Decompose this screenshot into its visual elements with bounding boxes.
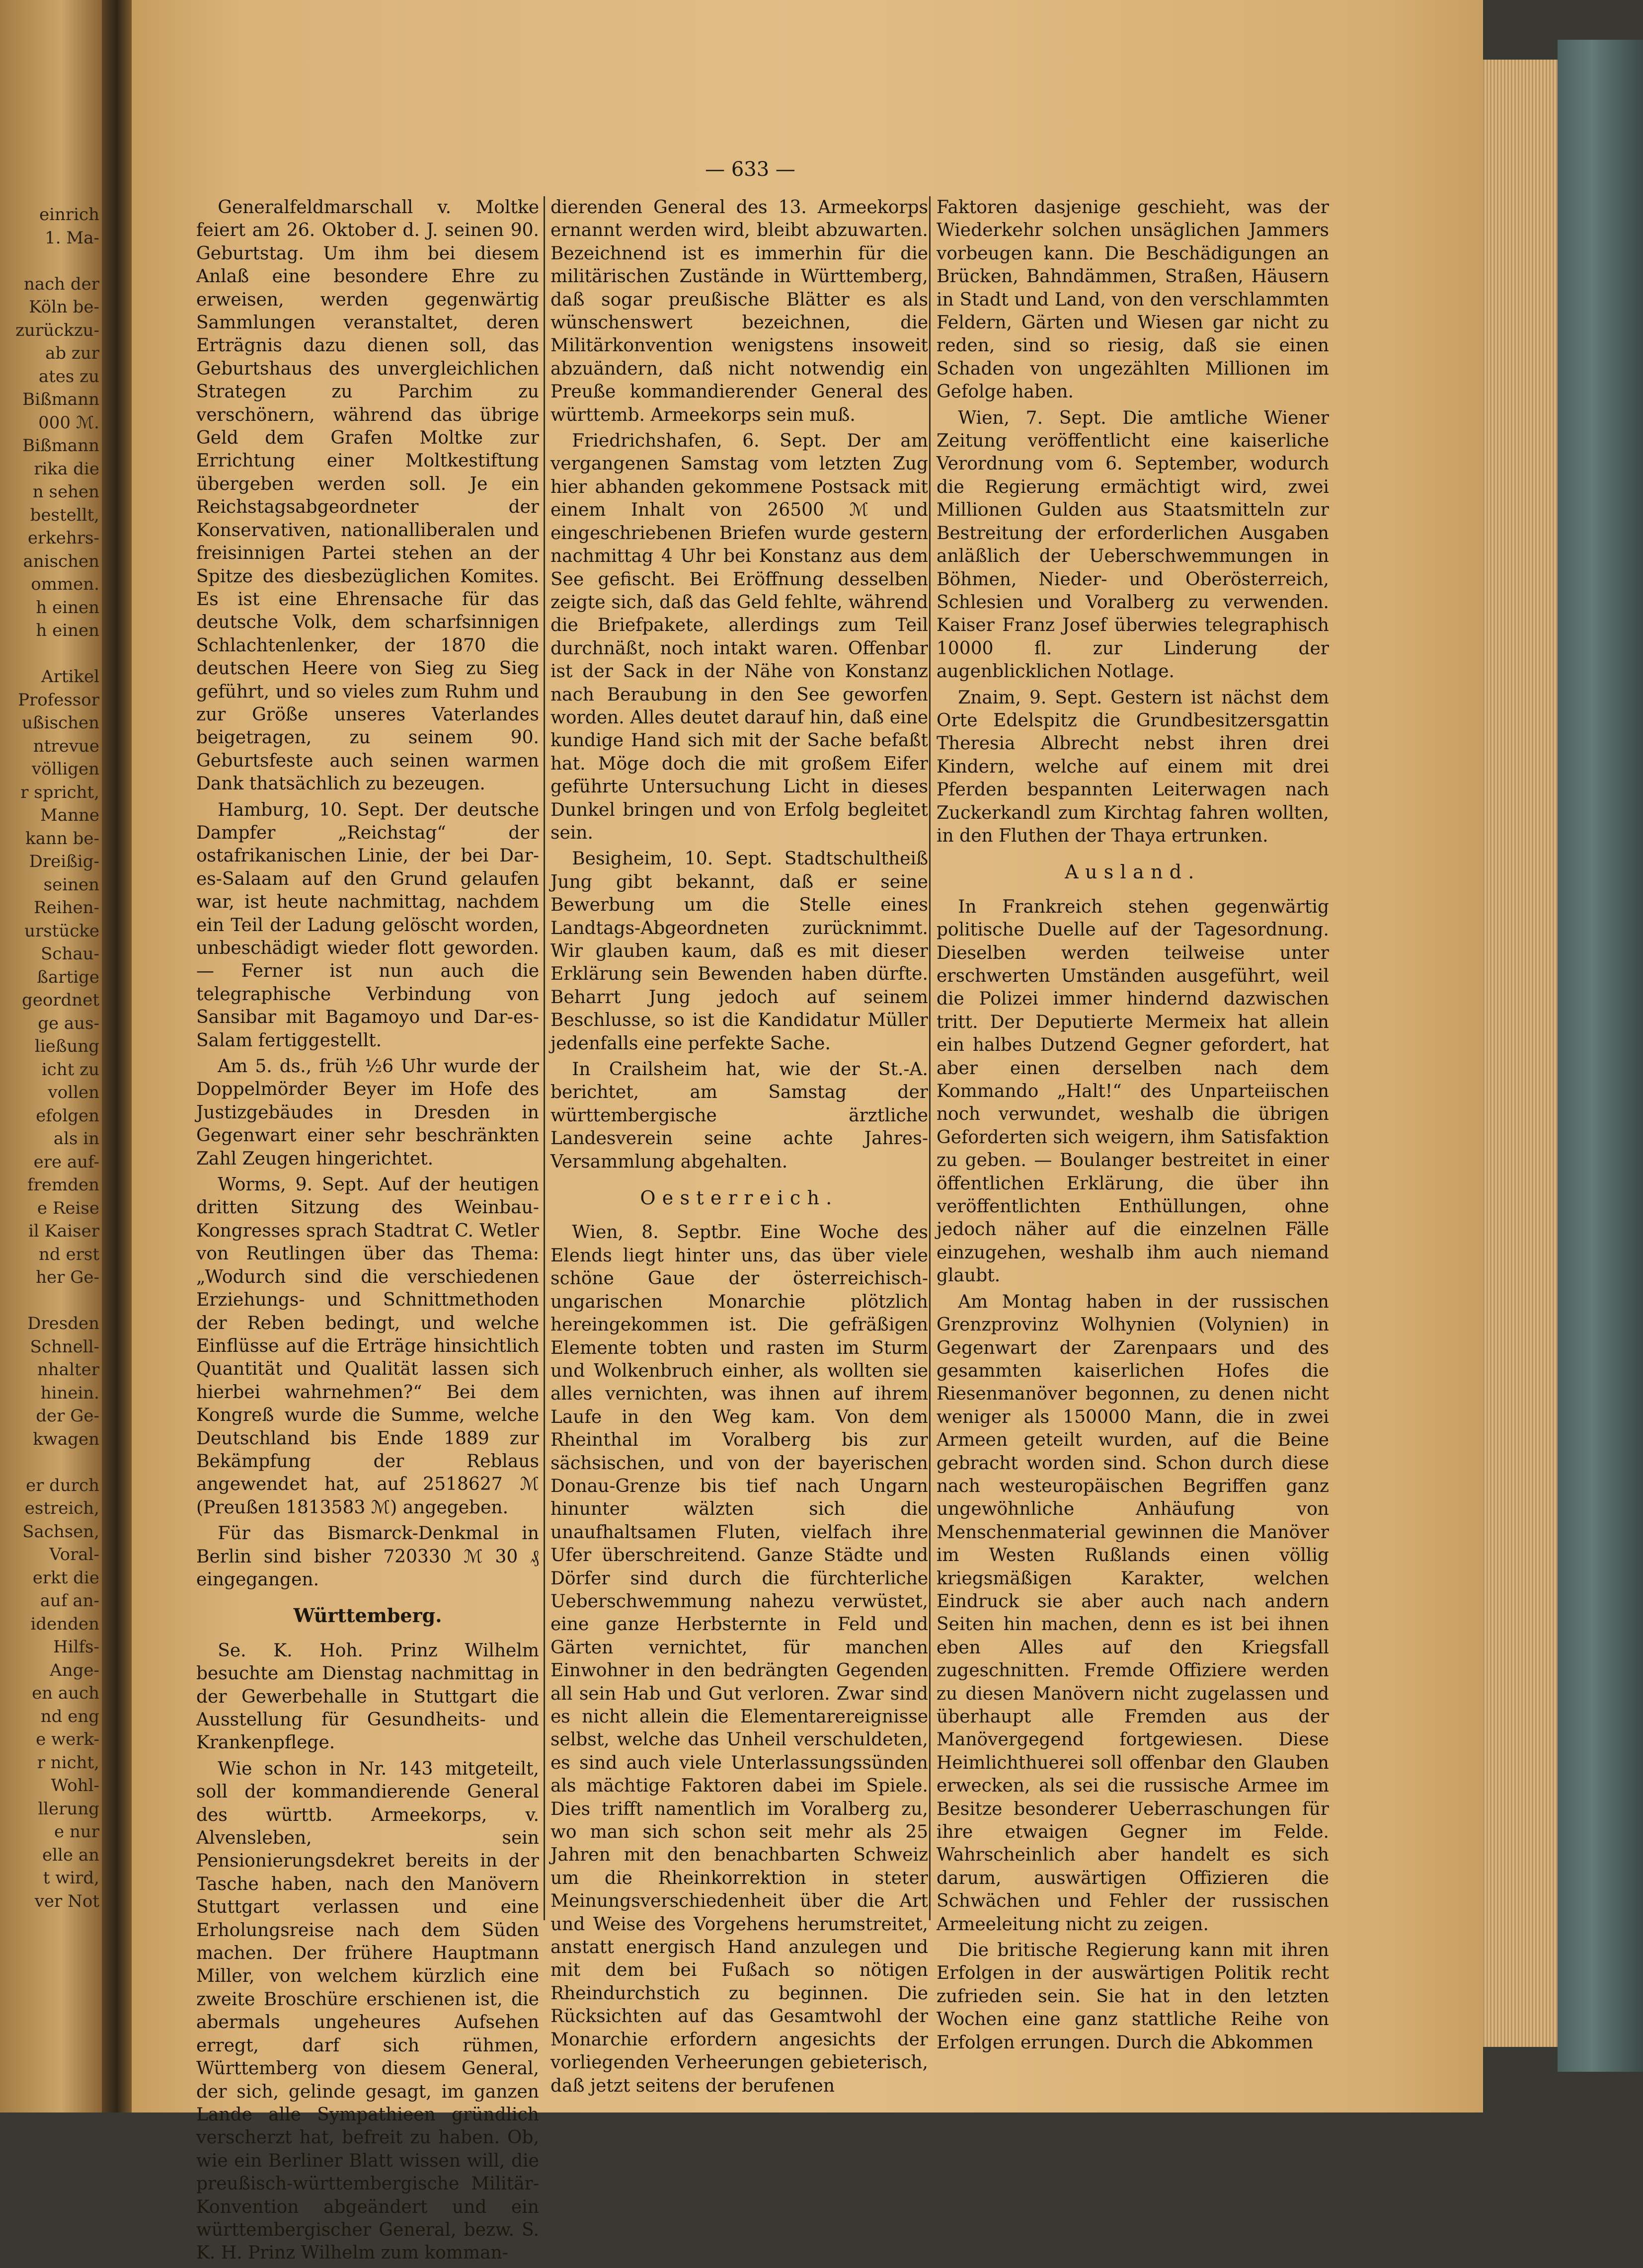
article-paragraph: Worms, 9. Sept. Auf der heutigen dritten Sitzung des Weinbau-Kongresses sprach Stadtrat C. Wetler von Reutlingen über das Thema: „Wodurch sind die verschiedenen Erziehungs- und Schnittmethoden der Reben bedingt, und welche Einflüsse auf die Erträge hinsichtlich Quantität und Qualität lassen sich hierbei wahrnehmen?“ Bei dem Kongreß wurde die Summe, welche Deutschland bis Ende 1889 zur Bekämpfung der Reblaus angewendet hat, auf 2518627 ℳ (Preußen 1813583 ℳ) angegeben. [196, 1174, 539, 1518]
previous-page-text-fragment: n sehen [32, 482, 99, 502]
book-cover-edge [1558, 40, 1643, 2072]
article-paragraph: Wien, 7. Sept. Die amtliche Wiener Zeitung veröffentlicht eine kaiserliche Verordnung vom 6. September, wodurch die Regierung ermächtigt wird, zwei Millionen Gulden aus Staatsmitteln zur Bestreitung der erforderlichen Ausgaben anläßlich der Ueberschwemmungen in Böhmen, Nieder- und Oberösterreich, Schlesien und Voralberg zu verwenden. Kaiser Franz Josef überwies telegraphisch 10000 fl. zur Linderung der augenblicklichen Notlage. [937, 407, 1329, 682]
previous-page-text-fragment: kwagen [33, 1429, 99, 1449]
previous-page-text-fragment: als in [53, 1129, 99, 1149]
previous-page-text-fragment: völligen [31, 759, 99, 779]
column-divider [929, 196, 931, 1920]
previous-page-text-fragment: nd erst [39, 1244, 99, 1264]
article-paragraph: dierenden General des 13. Armeekorps ernannt werden wird, bleibt abzuwarten. Bezeichnend ist es immerhin für die militärischen Zustände in Württemberg, daß sogar preußische Blätter es als wünschenswert bezeichnen, die Militärkonvention wenigstens insoweit abzuändern, daß nicht notwendig ein Preuße kommandierender General des württemb. Armeekorps sein muß. [550, 197, 928, 425]
previous-page-text-fragment: nhalter [37, 1360, 99, 1380]
article-paragraph: Besigheim, 10. Sept. Stadtschultheiß Jung gibt bekannt, daß er seine Bewerbung um die Stelle eines Landtags-Abgeordneten zurücknimmt. Wir glauben kaum, daß es mit dieser Erklärung sein Bewenden haben dürfte. Beharrt Jung jedoch auf seinem Beschlusse, so ist die Kandidatur Müller jedenfalls eine perfekte Sache. [550, 849, 928, 1054]
previous-page-text-fragment: ließung [34, 1036, 99, 1056]
previous-page-text-fragment: Sachsen, [22, 1521, 99, 1542]
previous-page-text-fragment: Bißmann [22, 390, 99, 409]
previous-page-text-fragment: bestellt, [30, 505, 99, 525]
previous-page-text-fragment: Professor [18, 690, 99, 710]
column-divider [544, 196, 545, 1920]
previous-page-text-fragment: h einen [36, 597, 99, 618]
previous-page-text-fragment: r nicht, [37, 1752, 99, 1773]
article-paragraph: In Frankreich stehen gegenwärtig politische Duelle auf der Tagesordnung. Dieselben werden teilweise unter erschwerten Umständen ausgeführt, weil die Polizei immer hindernd dazwischen tritt. Der Deputierte Mermeix hat allein ein halbes Dutzend Gegner gefordert, hat aber einen derselben nach dem Kommando „Halt!“ des Unparteiischen noch verwundet, weshalb die übrigen Geforderten sich weigern, ihm Satisfaktion zu geben. — Boulanger bestreitet in einer öffentlichen Erklärung, die über ihn veröffentlichten Enthüllungen, ohne jedoch näher auf die einzelnen Fälle einzugehen, weshalb ihm auch niemand glaubt. [937, 896, 1329, 1286]
previous-page-text-fragment: 000 ℳ. [38, 412, 99, 433]
article-paragraph: Generalfeldmarschall v. Moltke feiert am 26. Oktober d. J. seinen 90. Geburtstag. Um ihm bei diesem Anlaß eine besondere Ehre zu erweisen, werden gegenwärtig Sammlungen veranstaltet, deren Erträgnis dazu dienen soll, das Geburtshaus des unvergleichlichen Strategen zu Parchim zu verschönern, während das übrige Geld dem Grafen Moltke zur Errichtung einer Moltkestiftung übergeben werden soll. Je ein Reichstagsabgeordneter der Konservativen, nationalliberalen und freisinnigen Partei stehen an der Spitze des diesbezüglichen Komites. Es ist eine Ehrensache für das deutsche Volk, dem scharfsinnigen Schlachtenlenker, der 1870 die deutschen Heere von Sieg zu Sieg geführt, und so vieles zum Ruhm und zur Größe unseres Vaterlandes beigetragen, zu seinem 90. Geburtsfeste auch seinen warmen Dank thatsächlich zu bezeugen. [196, 197, 539, 794]
article-paragraph: Hamburg, 10. Sept. Der deutsche Dampfer „Reichstag“ der ostafrikanischen Linie, der bei Dar-es-Salaam auf den Grund gelaufen war, ist heute nachmittag, nachdem ein Teil der Ladung gelöscht worden, unbeschädigt wieder flott geworden. — Ferner ist nun auch die telegraphische Verbindung von Sansibar mit Bagamoyo und Dar-es-Salam fertiggestellt. [196, 799, 539, 1051]
previous-page-text-fragment: Voral- [49, 1545, 99, 1564]
previous-page-text-fragment: ommen. [31, 574, 99, 594]
previous-page-text-fragment: llerung [38, 1799, 99, 1819]
previous-page-text-fragment: kann be- [25, 828, 99, 849]
previous-page-text-fragment: hinein. [40, 1383, 99, 1403]
previous-page-text-fragment: ates zu [38, 366, 99, 387]
previous-page-text-fragment: estreich, [24, 1498, 99, 1518]
previous-page-text-fragment: Ange- [50, 1660, 99, 1680]
previous-page-text-fragment: ere auf- [33, 1152, 99, 1172]
previous-page-text-fragment: ßartige [37, 967, 99, 987]
previous-page-text-fragment: erkt die [32, 1567, 99, 1588]
previous-page-text-fragment: ußischen [22, 713, 99, 733]
book-gutter [102, 0, 132, 2112]
previous-page-text-fragment: Köln be- [29, 297, 99, 317]
previous-page-text-fragment: Schau- [41, 944, 99, 964]
article-paragraph: Znaim, 9. Sept. Gestern ist nächst dem Orte Edelspitz die Grundbesitzersgattin Theresia Albrecht nebst ihren drei Kindern, welche auf einem mit drei Pferden bespannten Leiterwagen nach Zuckerkandl zum Kirchtag fahren wollten, in den Fluthen der Thaya ertrunken. [937, 687, 1329, 846]
article-paragraph: Am 5. ds., früh ½6 Uhr wurde der Doppelmörder Beyer im Hofe des Justizgebäudes in Dresden in Gegenwart einer sehr beschränkten Zahl Zeugen hingerichtet. [196, 1056, 539, 1169]
previous-page-text-fragment: e nur [54, 1822, 99, 1842]
previous-page-text-fragment: geordnet [21, 990, 99, 1010]
previous-page-text-fragment: h einen [36, 621, 99, 640]
previous-page-text-fragment: erkehrs- [27, 528, 99, 548]
previous-page-text-fragment: nach der [23, 274, 99, 294]
previous-page-text-fragment: Bißmann [22, 436, 99, 456]
previous-page-text-fragment: vollen [48, 1083, 99, 1102]
page-stack-edges [1483, 60, 1558, 2047]
previous-page-text-fragment: her Ge- [36, 1267, 99, 1287]
previous-page-text-fragment: ge aus- [38, 1013, 99, 1033]
previous-page-text-fragment: efolgen [36, 1105, 99, 1126]
previous-page-text-fragment: ab zur [45, 343, 99, 363]
article-paragraph: Friedrichshafen, 6. Sept. Der am vergangenen Samstag vom letzten Zug hier abhanden gekommene Postsack mit einem Inhalt von 26500 ℳ und eingeschriebenen Briefen wurde gestern nachmittag 4 Uhr bei Konstanz aus dem See gefischt. Bei Eröffnung desselben zeigte sich, daß das Geld fehlte, während die Briefpakete, allerdings zum Teil durchnäßt, noch intakt waren. Offenbar ist der Sack in der Nähe von Konstanz nach Beraubung in den See geworfen worden. Alles deutet darauf hin, daß eine kundige Hand sich mit der Sache befaßt hat. Möge doch die mit großem Eifer geführte Untersuchung Licht in dieses Dunkel bringen und von Erfolg begleitet sein. [550, 431, 928, 843]
previous-page-text-fragment: rika die [34, 459, 99, 479]
column-1 [196, 196, 539, 2268]
previous-page-text-fragment: e werk- [36, 1729, 99, 1749]
previous-page-text-fragment: urstücke [24, 921, 99, 941]
previous-page-text-fragment: Dreißig- [29, 852, 99, 871]
section-heading: Oesterreich. [640, 1187, 839, 1209]
previous-page-text-fragment: r spricht, [20, 782, 99, 802]
article-paragraph: Für das Bismarck-Denkmal in Berlin sind bisher 720330 ℳ 30 ₰ eingegangen. [196, 1523, 539, 1590]
column-2 [550, 196, 928, 2101]
previous-page-text-fragment: Dresden [27, 1314, 99, 1333]
previous-page-text-fragment: t wird, [43, 1868, 99, 1888]
column-3 [937, 196, 1329, 2057]
previous-page-text-fragment: Schnell- [30, 1336, 99, 1357]
previous-page-text-fragment: einrich [39, 205, 99, 225]
previous-page-text-fragment: il Kaiser [28, 1221, 99, 1241]
previous-page-text-fragment: fremden [27, 1175, 99, 1195]
previous-page-text-fragment: er durch [25, 1475, 99, 1495]
previous-page-text-fragment: icht zu [41, 1059, 99, 1080]
previous-page-text-fragment: Manne [40, 805, 99, 825]
previous-page-text-fragment: idenden [30, 1614, 99, 1634]
article-paragraph: Se. K. Hoh. Prinz Wilhelm besuchte am Dienstag nachmittag in der Gewerbehalle in Stuttgart die Ausstellung für Gesundheits- und Krankenpflege. [196, 1640, 539, 1753]
previous-page-text-fragment: e Reise [37, 1198, 99, 1218]
previous-page-text-fragment: der Ge- [36, 1406, 99, 1426]
previous-page-text-fragment: anischen [23, 551, 99, 571]
previous-page-text-fragment: seinen [43, 874, 99, 895]
article-paragraph: In Crailsheim hat, wie der St.-A. berichtet, am Samstag der württembergische ärztliche Landesverein seine achte Jahres-Versammlung abgehalten. [550, 1059, 928, 1172]
article-paragraph: Wien, 8. Septbr. Eine Woche des Elends liegt hinter uns, das über viele schöne Gaue der österreichisch-ungarischen Monarchie plötzlich hereingekommen ist. Die gefräßigen Elemente tobten und rasten im Sturm und Wolkenbruch einher, als wollten sie alles vernichten, was ihnen auf ihrem Laufe in den Weg kam. Von dem Rheinthal im Voralberg bis zur sächsischen, und von der bayerischen Donau-Grenze bis tief nach Ungarn hinunter wälzten sich die unaufhaltsamen Fluten, vielfach ihre Ufer überschreitend. Ganze Städte und Dörfer sind durch die fürchterliche Ueberschwemmung nahezu verwüstet, eine ganze Herbsternte in Feld und Gärten vernichtet, für manchen Einwohner in den bedrängten Gegenden all sein Hab und Gut verloren. Zwar sind es nicht allein die Elementarereignisse selbst, welche das Unheil verschuldeten, es sind auch viele Unterlassungssünden als mächtige Faktoren dabei im Spiele. Dies trifft namentlich im Voralberg zu, wo man sich schon seit mehr als 25 Jahren mit den benachbarten Schweiz um die Rheinkorrektion in steter Meinungsverschiedenheit über die Art und Weise des Vorgehens herumstreitet, anstatt energisch Hand anzulegen und mit dem bei Fußach so nötigen Rheindurchstich zu beginnen. Die Rücksichten auf das Gesamtwohl der Monarchie erfordern angesichts der vorliegenden Verheerungen gebieterisch, daß jetzt seitens der berufenen [550, 1222, 928, 2096]
previous-page-text-fragment: Hilfs- [53, 1637, 99, 1657]
previous-page-text-fragment: ntrevue [33, 736, 99, 756]
article-paragraph: Wie schon in Nr. 143 mitgeteilt, soll der kommandierende General des württb. Armeekorps, v. Alvensleben, sein Pensionierungsdekret bereits in der Tasche haben, nach den Manövern Stuttgart verlassen und eine Erholungsreise nach dem Süden machen. Der frühere Hauptmann Miller, von welchem kürzlich eine zweite Broschüre erschienen ist, die abermals ungeheures Aufsehen erregt, darf sich rühmen, Württemberg von diesem General, der sich, gelinde gesagt, im ganzen Lande alle Sympathieen gründlich verscherzt hat, befreit zu haben. Ob, wie ein Berliner Blatt wissen will, die preußisch-württembergische Militär-Konvention abgeändert und ein württembergischer General, bezw. S. K. H. Prinz Wilhelm zum komman- [196, 1758, 539, 2264]
previous-page-text-fragment: nd eng [40, 1706, 99, 1726]
previous-page-text-fragment: zurückzu- [15, 320, 99, 340]
section-heading: Württemberg. [293, 1604, 442, 1627]
previous-page-text-fragment: en auch [32, 1683, 99, 1703]
previous-page-text-fragment: Reihen- [34, 898, 99, 918]
previous-page-text-fragment: Artikel [41, 667, 99, 687]
previous-page-edge [0, 0, 102, 2112]
previous-page-text-fragment: ver Not [34, 1891, 99, 1911]
article-paragraph: Faktoren dasjenige geschieht, was der Wiederkehr solchen unsäglichen Jammers vorbeugen kann. Die Beschädigungen an Brücken, Bahndämmen, Straßen, Häusern in Stadt und Land, von den verschlammten Feldern, Gärten und Wiesen gar nicht zu reden, sind so riesig, daß sie einen Schaden von ungezählten Millionen im Gefolge haben. [937, 197, 1329, 402]
previous-page-text-fragment: auf an- [40, 1591, 99, 1611]
article-paragraph: Die britische Regierung kann mit ihren Erfolgen in der auswärtigen Politik recht zufrieden sein. Sie hat in den letzten Wochen eine ganz stattliche Reihe von Erfolgen errungen. Durch die Abkommen [937, 1940, 1329, 2053]
section-heading: Ausland. [1065, 861, 1201, 883]
previous-page-text-fragment: 1. Ma- [45, 228, 99, 248]
article-paragraph: Am Montag haben in der russischen Grenzprovinz Wolhynien (Volynien) in Gegenwart der Zarenpaars und des gesammten kaiserlichen Hofes die Riesenmanöver begonnen, zu denen nicht weniger als 150000 Mann, die in zwei Armeen geteilt wurden, auf die Beine gebracht worden sind. Schon durch diese nach westeuropäischen Begriffen ganz ungewöhnliche Anhäufung von Menschenmaterial gewinnen die Manöver im Westen Rußlands einen völlig kriegsmäßigen Karakter, welchen Eindruck sie aber auch nach andern Seiten hin machen, denn es ist bei ihnen eben Alles auf den Kriegsfall zugeschnitten. Fremde Offiziere werden zu diesen Manövern nicht zugelassen und überhaupt alle Fremden aus der Manövergegend fortgewiesen. Diese Heimlichthuerei soll offenbar den Glauben erwecken, als sei die russische Armee im Besitze besonderer Ueberraschungen für ihre etwaigen Gegner im Felde. Wahrscheinlich aber handelt es sich darum, auswärtigen Offizieren die Schwächen und Fehler der russischen Armeeleitung nicht zu zeigen. [937, 1291, 1329, 1935]
previous-page-text-fragment: elle an [42, 1845, 99, 1865]
previous-page-text-fragment: Wohl- [51, 1776, 99, 1796]
page-number: — 633 — [705, 158, 795, 181]
